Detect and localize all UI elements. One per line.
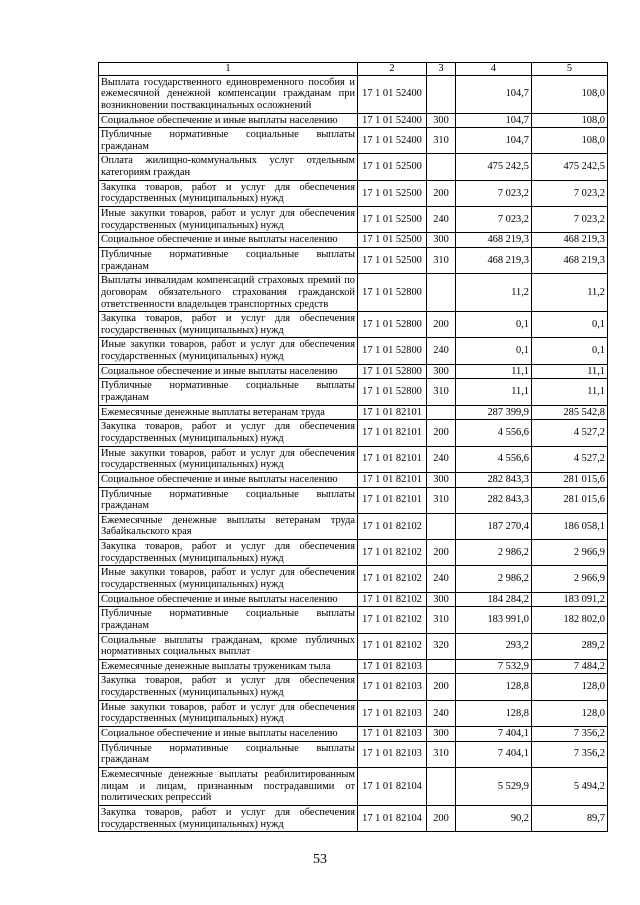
row-value-col5-cell: 89,7: [532, 805, 608, 831]
table-row: [99, 405, 608, 420]
row-value-col4-cell: 2 986,2: [456, 566, 532, 592]
row-code-cell: 17 1 01 82103: [358, 674, 427, 700]
row-value-col4-cell: 293,2: [456, 633, 532, 659]
table-row: [99, 659, 608, 674]
row-type-cell: 310: [427, 379, 456, 405]
row-type-cell: 300: [427, 113, 456, 128]
table-row: [99, 767, 608, 805]
row-code-cell: 17 1 01 82103: [358, 659, 427, 674]
table-row: [99, 446, 608, 472]
header-col-5: 5: [532, 63, 608, 76]
row-type-cell: 310: [427, 741, 456, 767]
table-row: [99, 128, 608, 154]
row-value-col5-cell: 128,0: [532, 700, 608, 726]
row-value-col5-cell: 7 356,2: [532, 727, 608, 742]
row-code-cell: 17 1 01 82103: [358, 727, 427, 742]
row-type-cell: 300: [427, 472, 456, 487]
row-value-col5-cell: 4 527,2: [532, 420, 608, 446]
row-name-cell: Иные закупки товаров, работ и услуг для обеспечения государственных (муниципальных) нужд: [99, 446, 358, 472]
row-value-col4-cell: 7 404,1: [456, 741, 532, 767]
row-type-cell: 200: [427, 312, 456, 338]
table-row: [99, 75, 608, 113]
row-value-col5-cell: 7 484,2: [532, 659, 608, 674]
row-value-col4-cell: 4 556,6: [456, 420, 532, 446]
row-code-cell: 17 1 01 52800: [358, 274, 427, 312]
row-name-cell: Иные закупки товаров, работ и услуг для обеспечения государственных (муниципальных) нужд: [99, 566, 358, 592]
row-type-cell: [427, 659, 456, 674]
table-row: [99, 472, 608, 487]
row-code-cell: 17 1 01 52400: [358, 128, 427, 154]
row-value-col5-cell: 108,0: [532, 113, 608, 128]
row-value-col4-cell: 2 986,2: [456, 540, 532, 566]
row-type-cell: 200: [427, 180, 456, 206]
row-value-col5-cell: 285 542,8: [532, 405, 608, 420]
row-value-col4-cell: 90,2: [456, 805, 532, 831]
row-code-cell: 17 1 01 82102: [358, 566, 427, 592]
row-code-cell: 17 1 01 82101: [358, 420, 427, 446]
row-value-col4-cell: 104,7: [456, 113, 532, 128]
row-type-cell: 200: [427, 420, 456, 446]
row-name-cell: Социальное обеспечение и иные выплаты населению: [99, 233, 358, 248]
row-type-cell: 240: [427, 338, 456, 364]
row-value-col5-cell: 11,2: [532, 274, 608, 312]
row-name-cell: Ежемесячные денежные выплаты труженикам тыла: [99, 659, 358, 674]
row-type-cell: 300: [427, 727, 456, 742]
row-code-cell: 17 1 01 82102: [358, 592, 427, 607]
row-value-col5-cell: 0,1: [532, 312, 608, 338]
table-row: [99, 487, 608, 513]
row-name-cell: Иные закупки товаров, работ и услуг для обеспечения государственных (муниципальных) нужд: [99, 207, 358, 233]
row-name-cell: Закупка товаров, работ и услуг для обеспечения государственных (муниципальных) нужд: [99, 180, 358, 206]
row-code-cell: 17 1 01 82104: [358, 805, 427, 831]
table-row: [99, 338, 608, 364]
row-name-cell: Оплата жилищно-коммунальных услуг отдельным категориям граждан: [99, 154, 358, 180]
row-value-col4-cell: 4 556,6: [456, 446, 532, 472]
row-name-cell: Публичные нормативные социальные выплаты гражданам: [99, 741, 358, 767]
row-code-cell: 17 1 01 52800: [358, 364, 427, 379]
row-value-col4-cell: 282 843,3: [456, 487, 532, 513]
row-value-col5-cell: 281 015,6: [532, 472, 608, 487]
row-type-cell: 240: [427, 207, 456, 233]
row-value-col4-cell: 104,7: [456, 128, 532, 154]
header-col-3: 3: [427, 63, 456, 76]
row-name-cell: Выплата государственного единовременного пособия и ежемесячной денежной компенсации гражданам при возникновении поствакцинальных осложнений: [99, 75, 358, 113]
row-value-col5-cell: 281 015,6: [532, 487, 608, 513]
row-type-cell: [427, 75, 456, 113]
row-value-col5-cell: 7 023,2: [532, 207, 608, 233]
row-code-cell: 17 1 01 52500: [358, 154, 427, 180]
row-value-col5-cell: 108,0: [532, 128, 608, 154]
row-name-cell: Социальное обеспечение и иные выплаты населению: [99, 364, 358, 379]
budget-table: [98, 62, 608, 832]
row-name-cell: Закупка товаров, работ и услуг для обеспечения государственных (муниципальных) нужд: [99, 674, 358, 700]
row-code-cell: 17 1 01 82102: [358, 607, 427, 633]
page-number: 53: [313, 852, 327, 867]
row-name-cell: Закупка товаров, работ и услуг для обеспечения государственных (муниципальных) нужд: [99, 540, 358, 566]
table-row: [99, 727, 608, 742]
row-code-cell: 17 1 01 82103: [358, 700, 427, 726]
row-type-cell: 240: [427, 700, 456, 726]
row-name-cell: Ежемесячные денежные выплаты реабилитированным лицам и лицам, признанным пострадавшими от политических репрессий: [99, 767, 358, 805]
table-row: [99, 312, 608, 338]
row-value-col5-cell: 468 219,3: [532, 247, 608, 273]
table-row: [99, 420, 608, 446]
row-name-cell: Социальное обеспечение и иные выплаты населению: [99, 472, 358, 487]
row-name-cell: Публичные нормативные социальные выплаты гражданам: [99, 607, 358, 633]
row-value-col5-cell: 186 058,1: [532, 513, 608, 539]
row-value-col4-cell: 0,1: [456, 338, 532, 364]
row-value-col4-cell: 104,7: [456, 75, 532, 113]
row-value-col4-cell: 11,2: [456, 274, 532, 312]
row-type-cell: 240: [427, 566, 456, 592]
row-value-col4-cell: 287 399,9: [456, 405, 532, 420]
row-name-cell: Публичные нормативные социальные выплаты гражданам: [99, 379, 358, 405]
row-code-cell: 17 1 01 82102: [358, 513, 427, 539]
row-code-cell: 17 1 01 82101: [358, 487, 427, 513]
row-type-cell: [427, 154, 456, 180]
table-row: [99, 247, 608, 273]
row-type-cell: 300: [427, 364, 456, 379]
row-code-cell: 17 1 01 82102: [358, 633, 427, 659]
row-value-col4-cell: 7 023,2: [456, 180, 532, 206]
row-name-cell: Ежемесячные денежные выплаты ветеранам труда Забайкальского края: [99, 513, 358, 539]
row-value-col5-cell: 11,1: [532, 379, 608, 405]
row-type-cell: 320: [427, 633, 456, 659]
table-row: [99, 274, 608, 312]
row-value-col4-cell: 128,8: [456, 700, 532, 726]
row-type-cell: [427, 405, 456, 420]
row-name-cell: Закупка товаров, работ и услуг для обеспечения государственных (муниципальных) нужд: [99, 420, 358, 446]
table-row: [99, 674, 608, 700]
row-type-cell: 300: [427, 592, 456, 607]
row-value-col4-cell: 468 219,3: [456, 233, 532, 248]
row-value-col5-cell: 108,0: [532, 75, 608, 113]
row-code-cell: 17 1 01 82101: [358, 472, 427, 487]
table-row: [99, 741, 608, 767]
row-value-col5-cell: 183 091,2: [532, 592, 608, 607]
header-col-4: 4: [456, 63, 532, 76]
table-row: [99, 566, 608, 592]
row-name-cell: Иные закупки товаров, работ и услуг для обеспечения государственных (муниципальных) нужд: [99, 700, 358, 726]
table-row: [99, 207, 608, 233]
row-type-cell: 240: [427, 446, 456, 472]
table-row: [99, 379, 608, 405]
row-name-cell: Закупка товаров, работ и услуг для обеспечения государственных (муниципальных) нужд: [99, 805, 358, 831]
row-type-cell: [427, 274, 456, 312]
table-header: [99, 63, 608, 76]
row-code-cell: 17 1 01 52400: [358, 113, 427, 128]
row-value-col4-cell: 468 219,3: [456, 247, 532, 273]
row-code-cell: 17 1 01 52500: [358, 180, 427, 206]
table-row: [99, 180, 608, 206]
row-name-cell: Социальное обеспечение и иные выплаты населению: [99, 113, 358, 128]
row-type-cell: 200: [427, 805, 456, 831]
row-value-col4-cell: 128,8: [456, 674, 532, 700]
row-value-col5-cell: 7 023,2: [532, 180, 608, 206]
row-name-cell: Социальное обеспечение и иные выплаты населению: [99, 592, 358, 607]
row-code-cell: 17 1 01 82103: [358, 741, 427, 767]
row-value-col5-cell: 2 966,9: [532, 540, 608, 566]
row-value-col5-cell: 289,2: [532, 633, 608, 659]
row-name-cell: Выплаты инвалидам компенсаций страховых премий по договорам обязательного страхования гражданской ответственности владельцев транспортных средств: [99, 274, 358, 312]
row-type-cell: 310: [427, 487, 456, 513]
row-value-col4-cell: 7 404,1: [456, 727, 532, 742]
row-value-col5-cell: 4 527,2: [532, 446, 608, 472]
row-name-cell: Социальные выплаты гражданам, кроме публичных нормативных социальных выплат: [99, 633, 358, 659]
row-value-col5-cell: 128,0: [532, 674, 608, 700]
row-code-cell: 17 1 01 82102: [358, 540, 427, 566]
row-value-col5-cell: 11,1: [532, 364, 608, 379]
header-col-1: 1: [99, 63, 358, 76]
row-name-cell: Закупка товаров, работ и услуг для обеспечения государственных (муниципальных) нужд: [99, 312, 358, 338]
row-value-col5-cell: 0,1: [532, 338, 608, 364]
table-row: [99, 154, 608, 180]
row-value-col4-cell: 0,1: [456, 312, 532, 338]
row-type-cell: 200: [427, 674, 456, 700]
row-type-cell: 310: [427, 607, 456, 633]
row-value-col5-cell: 468 219,3: [532, 233, 608, 248]
row-value-col4-cell: 282 843,3: [456, 472, 532, 487]
table-row: [99, 607, 608, 633]
row-type-cell: 200: [427, 540, 456, 566]
header-col-2: 2: [358, 63, 427, 76]
table-row: [99, 233, 608, 248]
row-code-cell: 17 1 01 52800: [358, 379, 427, 405]
row-code-cell: 17 1 01 82101: [358, 446, 427, 472]
row-name-cell: Публичные нормативные социальные выплаты гражданам: [99, 487, 358, 513]
table-row: [99, 113, 608, 128]
row-value-col5-cell: 7 356,2: [532, 741, 608, 767]
row-name-cell: Публичные нормативные социальные выплаты гражданам: [99, 128, 358, 154]
row-code-cell: 17 1 01 52800: [358, 312, 427, 338]
row-name-cell: Иные закупки товаров, работ и услуг для обеспечения государственных (муниципальных) нужд: [99, 338, 358, 364]
header-row: [99, 63, 608, 76]
row-name-cell: Социальное обеспечение и иные выплаты населению: [99, 727, 358, 742]
table-row: [99, 513, 608, 539]
table-row: [99, 700, 608, 726]
row-value-col4-cell: 183 991,0: [456, 607, 532, 633]
row-code-cell: 17 1 01 52800: [358, 338, 427, 364]
row-value-col5-cell: 182 802,0: [532, 607, 608, 633]
row-name-cell: Публичные нормативные социальные выплаты гражданам: [99, 247, 358, 273]
table-body: [99, 75, 608, 832]
table-row: [99, 805, 608, 831]
row-value-col5-cell: 475 242,5: [532, 154, 608, 180]
row-name-cell: Ежемесячные денежные выплаты ветеранам труда: [99, 405, 358, 420]
row-value-col4-cell: 184 284,2: [456, 592, 532, 607]
row-code-cell: 17 1 01 82101: [358, 405, 427, 420]
row-code-cell: 17 1 01 52400: [358, 75, 427, 113]
row-value-col4-cell: 7 532,9: [456, 659, 532, 674]
row-code-cell: 17 1 01 52500: [358, 247, 427, 273]
row-value-col4-cell: 7 023,2: [456, 207, 532, 233]
row-value-col4-cell: 187 270,4: [456, 513, 532, 539]
table-row: [99, 592, 608, 607]
row-type-cell: 310: [427, 247, 456, 273]
table-row: [99, 540, 608, 566]
row-type-cell: [427, 767, 456, 805]
row-type-cell: [427, 513, 456, 539]
table-row: [99, 633, 608, 659]
row-code-cell: 17 1 01 82104: [358, 767, 427, 805]
row-value-col4-cell: 475 242,5: [456, 154, 532, 180]
row-value-col5-cell: 2 966,9: [532, 566, 608, 592]
table-row: [99, 364, 608, 379]
row-value-col4-cell: 11,1: [456, 364, 532, 379]
row-code-cell: 17 1 01 52500: [358, 207, 427, 233]
row-value-col4-cell: 5 529,9: [456, 767, 532, 805]
row-value-col4-cell: 11,1: [456, 379, 532, 405]
row-code-cell: 17 1 01 52500: [358, 233, 427, 248]
row-type-cell: 300: [427, 233, 456, 248]
row-value-col5-cell: 5 494,2: [532, 767, 608, 805]
row-type-cell: 310: [427, 128, 456, 154]
